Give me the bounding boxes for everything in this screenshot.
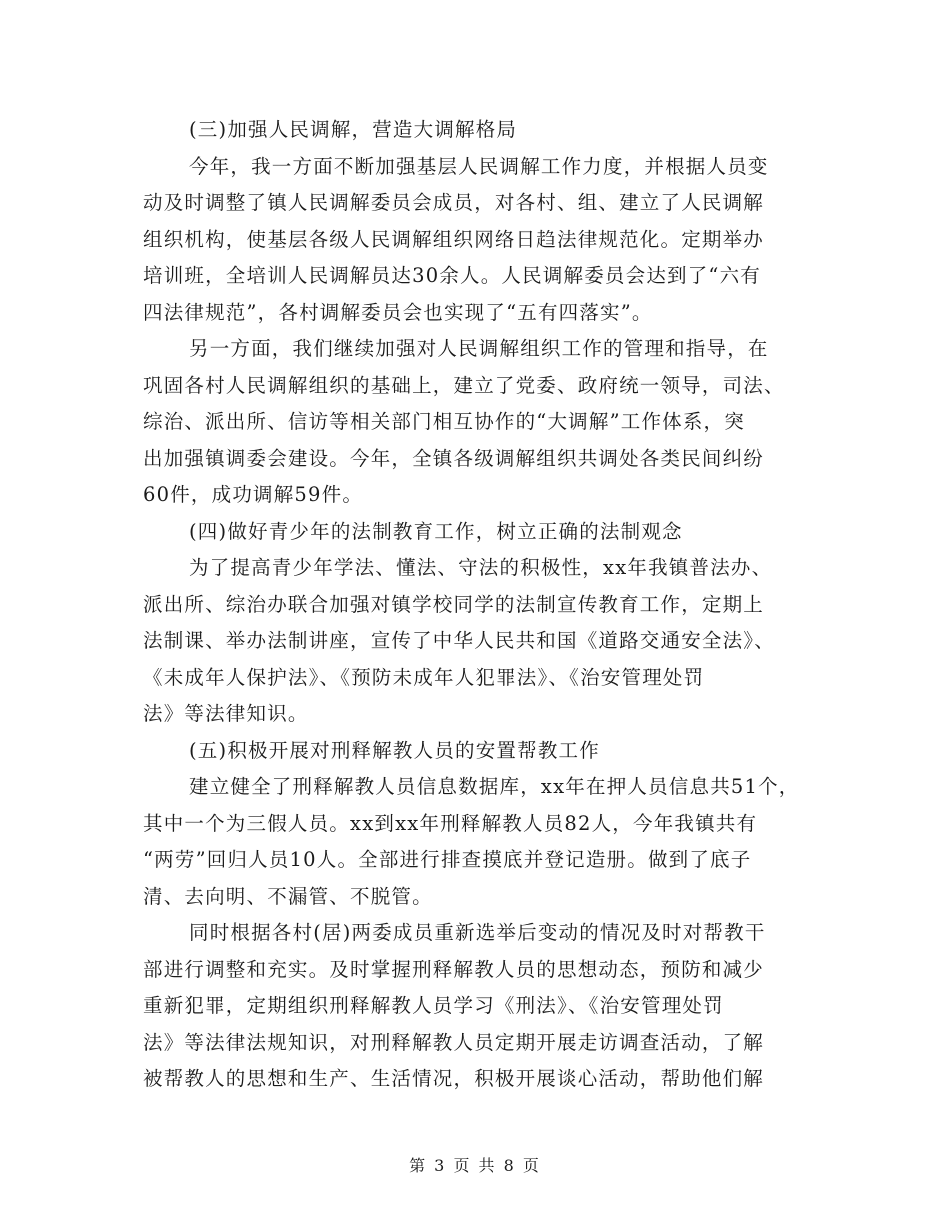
text-line: (三)加强人民调解，营造大调解格局 xyxy=(189,118,518,141)
text-line: 清、去向明、不漏管、不脱管。 xyxy=(143,884,433,908)
text-line: 综治、派出所、信访等相关部门相互协作的“大调解”工作体系，突 xyxy=(143,410,745,433)
text-line: 法制课、举办法制讲座，宣传了中华人民共和国《道路交通安全法》、 xyxy=(143,629,775,652)
text-line: 60件，成功调解59件。 xyxy=(143,483,364,506)
text-line: 组织机构，使基层各级人民调解组织网络日趋法律规范化。定期举办 xyxy=(143,227,765,251)
text-line: “两劳”回归人员10人。全部进行排查摸底并登记造册。做到了底子 xyxy=(143,848,752,871)
text-line: 四法律规范”，各村调解委员会也实现了“五有四落实”。 xyxy=(143,300,653,324)
text-line: 同时根据各村(居)两委成员重新选举后变动的情况及时对帮教干 xyxy=(189,921,766,944)
text-line: 为了提高青少年学法、懂法、守法的积极性，xx年我镇普法办、 xyxy=(189,556,773,579)
text-line: 今年，我一方面不断加强基层人民调解工作力度，并根据人员变 xyxy=(189,154,769,178)
text-line: (五)积极开展对刑释解教人员的安置帮教工作 xyxy=(189,738,600,762)
text-line: 其中一个为三假人员。xx到xx年刑释解教人员82人，今年我镇共有 xyxy=(143,811,758,835)
text-line: 建立健全了刑释解教人员信息数据库，xx年在押人员信息共51个， xyxy=(189,775,800,798)
text-line: 派出所、综治办联合加强对镇学校同学的法制宣传教育工作，定期上 xyxy=(143,592,765,616)
text-line: 法》等法律法规知识，对刑释解教人员定期开展走访调查活动，了解 xyxy=(143,1030,765,1054)
text-line: 被帮教人的思想和生产、生活情况，积极开展谈心活动，帮助他们解 xyxy=(143,1067,765,1090)
text-line: 法》等法律知识。 xyxy=(143,702,309,725)
text-line: 部进行调整和充实。及时掌握刑释解教人员的思想动态，预防和减少 xyxy=(143,957,765,981)
text-line: 巩固各村人民调解组织的基础上，建立了党委、政府统一领导，司法、 xyxy=(143,373,785,397)
text-line: 《未成年人保护法》、《预防未成年人犯罪法》、《治安管理处罚 xyxy=(143,665,705,689)
document-body xyxy=(143,112,808,1098)
text-line: 出加强镇调委会建设。今年，全镇各级调解组织共调处各类民间纠纷 xyxy=(143,446,765,470)
text-line: 培训班，全培训人民调解员达30余人。人民调解委员会达到了“六有 xyxy=(143,264,761,287)
page-number: 第 3 页 共 8 页 xyxy=(409,1156,541,1175)
text-line: 动及时调整了镇人民调解委员会成员，对各村、组、建立了人民调解 xyxy=(143,191,765,214)
text-line: 另一方面，我们继续加强对人民调解组织工作的管理和指导，在 xyxy=(189,337,769,360)
text-line: (四)做好青少年的法制教育工作，树立正确的法制观念 xyxy=(189,519,683,543)
text-line: 重新犯罪，定期组织刑释解教人员学习《刑法》、《治安管理处罚 xyxy=(143,994,724,1017)
